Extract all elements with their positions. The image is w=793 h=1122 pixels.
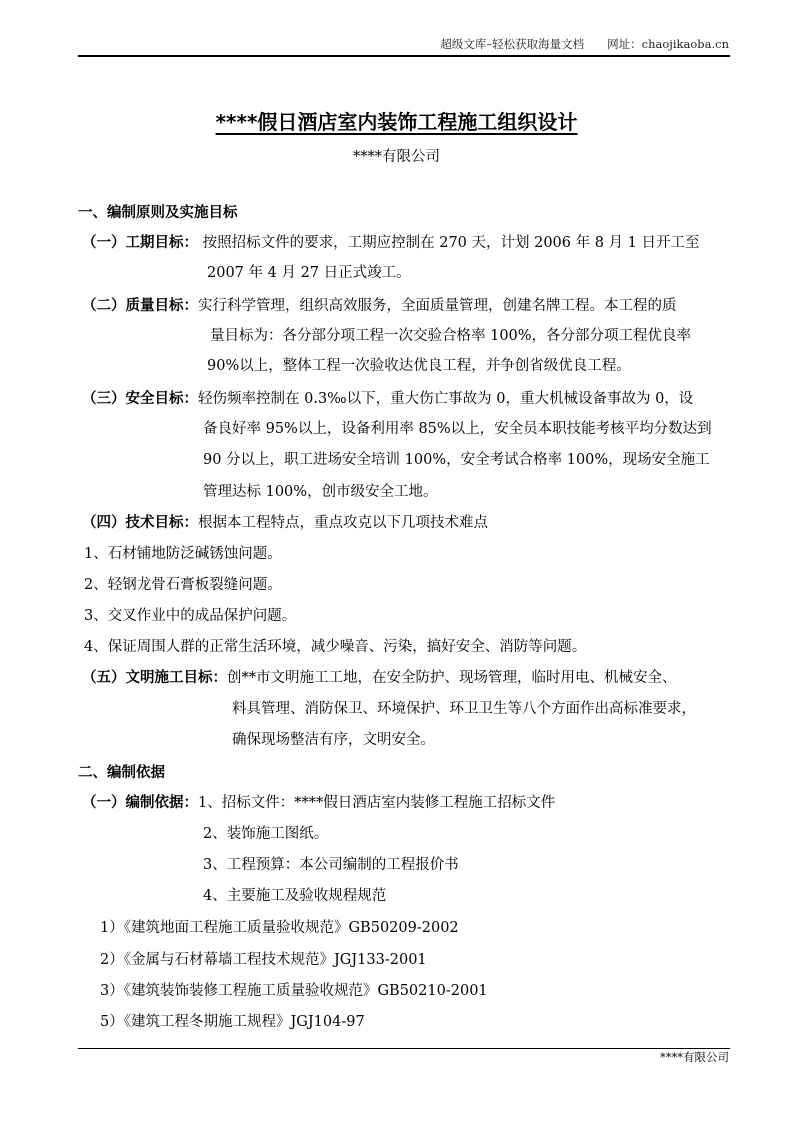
- list-item: 4、保证周围人群的正常生活环境，减少噪音、污染，搞好安全、消防等问题。: [84, 639, 587, 655]
- norm-item: 3）《建筑装饰装修工程施工质量验收规范》GB50210-2001: [100, 983, 488, 999]
- list-item: 2、轻钢龙骨石膏板裂缝问题。: [84, 577, 282, 593]
- continuation: 料具管理、消防保卫、环境保护、环卫卫生等八个方面作出高标准要求，: [232, 701, 696, 717]
- continuation: 4、主要施工及验收规程规范: [203, 888, 387, 904]
- text: 按照招标文件的要求，工期应控制在 270 天，计划 2006 年 8 月 1 日开工至: [198, 235, 700, 251]
- page-header-text: 超级文库–轻松获取海量文档 网址：chaojikaoba.cn: [440, 37, 729, 51]
- title-text: ****假日酒店室内装饰工程施工组织设计: [215, 110, 578, 134]
- page-footer-text: ****有限公司: [660, 1050, 729, 1064]
- continuation: 2、装饰施工图纸。: [203, 826, 329, 842]
- continuation: 90 分以上，职工进场安全培训 100%，安全考试合格率 100%，现场安全施工: [203, 452, 710, 468]
- paragraph-schedule-goal: [82, 233, 700, 253]
- document-title: [0, 106, 793, 135]
- paragraph-tech-goal: [82, 513, 488, 533]
- continuation: 确保现场整洁有序，文明安全。: [232, 732, 435, 748]
- label: （二）质量目标：: [82, 298, 198, 314]
- list-item: 3、交叉作业中的成品保护问题。: [84, 608, 297, 624]
- paragraph-quality-goal: [82, 296, 677, 316]
- footer-rule: [78, 1048, 730, 1049]
- paragraph-basis: [82, 793, 555, 813]
- list-item: 1、石材铺地防泛碱锈蚀问题。: [84, 546, 282, 562]
- continuation: 管理达标 100%，创市级安全工地。: [203, 484, 438, 500]
- continuation: 量目标为：各分部分项工程一次交验合格率 100%，各分部分项工程优良率: [210, 328, 692, 344]
- text: 创**市文明施工工地，在安全防护、现场管理，临时用电、机械安全、: [227, 670, 677, 686]
- continuation: 2007 年 4 月 27 日正式竣工。: [207, 265, 411, 281]
- section-heading: 二、编制依据: [78, 765, 165, 781]
- norm-item: 1）《建筑地面工程施工质量验收规范》GB50209-2002: [100, 920, 459, 936]
- paragraph-civil-goal: [82, 668, 677, 688]
- continuation: 90%以上，整体工程一次验收达优良工程，并争创省级优良工程。: [207, 358, 631, 374]
- text: 实行科学管理，组织高效服务，全面质量管理，创建名牌工程。本工程的质: [198, 298, 677, 314]
- text: 1、招标文件：****假日酒店室内装修工程施工招标文件: [198, 795, 556, 811]
- label: （四）技术目标：: [82, 515, 198, 531]
- label: （三）安全目标：: [82, 391, 198, 407]
- label: （一）编制依据：: [82, 795, 198, 811]
- text: 根据本工程特点，重点攻克以下几项技术难点: [198, 515, 488, 531]
- label: （一）工期目标：: [82, 235, 198, 251]
- norm-item: 2）《金属与石材幕墙工程技术规范》JGJ133-2001: [100, 952, 427, 968]
- section-heading: 一、编制原则及实施目标: [78, 205, 238, 221]
- norm-item: 5）《建筑工程冬期施工规程》JGJ104-97: [100, 1014, 365, 1030]
- continuation: 3、工程预算：本公司编制的工程报价书: [203, 857, 459, 873]
- header-rule: [78, 55, 730, 57]
- label: （五）文明施工目标：: [82, 670, 227, 686]
- paragraph-safety-goal: [82, 389, 693, 409]
- continuation: 备良好率 95%以上，设备利用率 85%以上，安全员本职技能考核平均分数达到: [203, 421, 712, 437]
- document-subtitle: ****有限公司: [353, 149, 440, 165]
- text: 轻伤频率控制在 0.3‰以下，重大伤亡事故为 0，重大机械设备事故为 0，设: [198, 391, 694, 407]
